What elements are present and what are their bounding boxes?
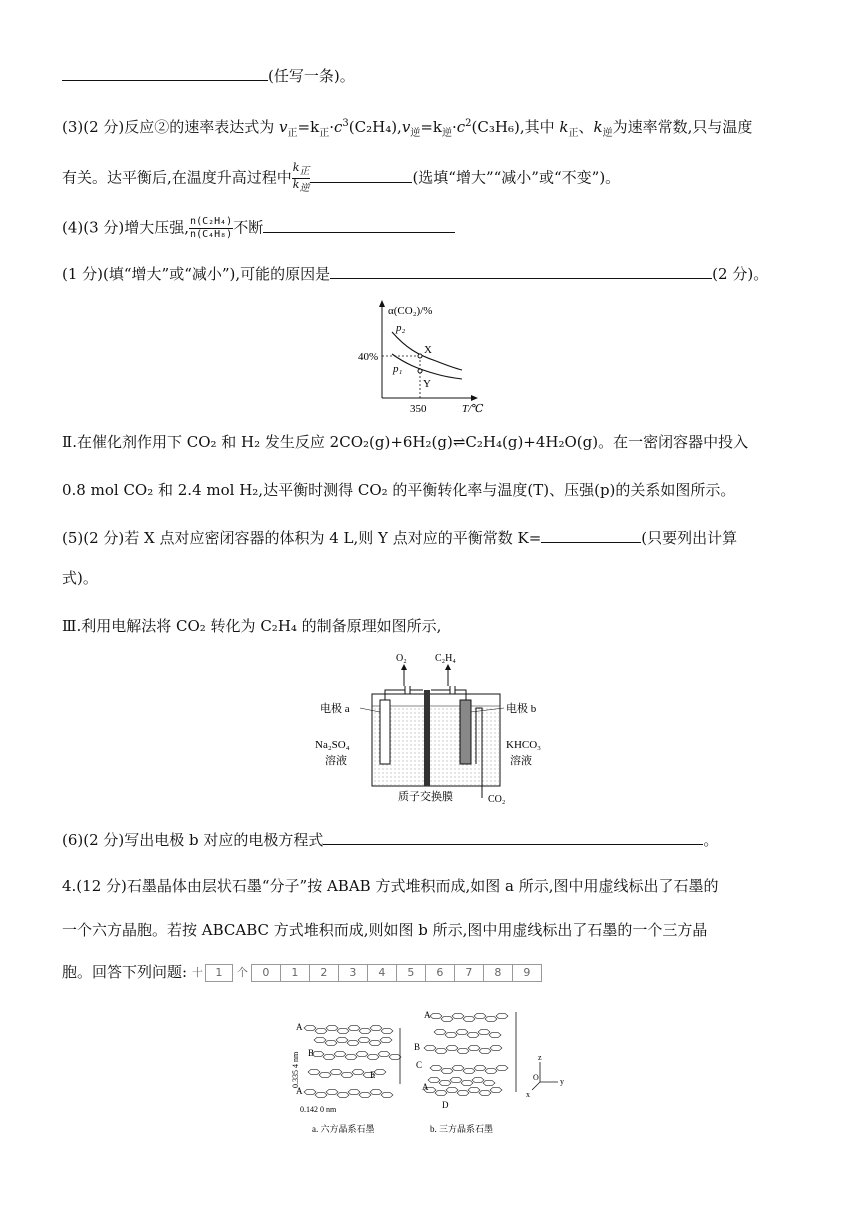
var-c: c [333, 118, 343, 136]
digit-cell[interactable]: 1 [280, 964, 310, 982]
q5-line1 [62, 528, 737, 548]
x-tick-350: 350 [410, 403, 427, 415]
carbon-ring [446, 1045, 458, 1050]
carbon-ring [334, 1051, 346, 1056]
carbon-ring [356, 1051, 368, 1056]
carbon-ring [369, 1040, 381, 1045]
carbon-ring [439, 1080, 451, 1085]
k: k [292, 178, 300, 192]
carbon-ring [315, 1028, 327, 1033]
carbon-ring [370, 1089, 382, 1094]
q5-line2: 式)。 [62, 569, 98, 587]
electrode-b [460, 700, 471, 764]
carbon-ring [370, 1025, 382, 1030]
denominator: n(C₄H₈) [190, 229, 233, 240]
hexagonal-graphite [304, 1025, 401, 1097]
electrolysis-cell-diagram [310, 648, 560, 810]
o2-label: O₂ [396, 653, 407, 664]
answer-blank[interactable] [541, 528, 641, 543]
text: (3)(2 分)反应②的速率表达式为 [62, 118, 280, 136]
text: (C₂H₄), [348, 118, 402, 136]
carbon-ring [380, 1037, 392, 1042]
numerator: n(C₂H₄) [190, 216, 233, 227]
q4main-line2: 一个六方晶胞。若按 ABCABC 方式堆积而成,则如图 b 所示,图中用虚线标出了石墨的一个三方晶 [62, 921, 708, 939]
graphite-structure-figure [290, 1000, 590, 1140]
text: (1 分)(填“增大”或“减小”),可能的原因是 [62, 265, 331, 283]
carbon-ring [326, 1089, 338, 1094]
carbon-ring [389, 1054, 401, 1059]
conversion-temperature-graph [356, 298, 486, 418]
digit-cell[interactable]: 3 [338, 964, 368, 982]
strip-box-ten: 1 [205, 964, 233, 982]
text: 。 [703, 831, 719, 849]
carbon-ring [345, 1054, 357, 1059]
d-label: D [442, 1100, 449, 1110]
text: (选填“增大”“减小”或“不变”)。 [412, 168, 621, 187]
rhombohedral-graphite [424, 1013, 508, 1095]
carbon-ring [359, 1092, 371, 1097]
carbon-ring [445, 1032, 457, 1037]
carbon-ring [463, 1016, 475, 1021]
sub-zheng: 正 [568, 128, 579, 139]
electrode-a [380, 700, 390, 764]
q4main-line3 [62, 962, 542, 983]
carbon-ring [489, 1032, 501, 1037]
carbon-ring [348, 1025, 360, 1030]
carbon-ring [348, 1089, 360, 1094]
y-label: Y [423, 378, 431, 390]
sub-zheng: 正 [319, 128, 330, 139]
text: (2 分)。 [712, 265, 769, 283]
carbon-ring [446, 1087, 458, 1092]
axis-y: y [560, 1077, 564, 1086]
carbon-ring [315, 1092, 327, 1097]
carbon-ring [468, 1087, 480, 1092]
text: 为速率常数,只与温度 [612, 118, 753, 136]
k: k [292, 161, 300, 174]
carbon-ring [337, 1092, 349, 1097]
part2-line2: 0.8 mol CO₂ 和 2.4 mol H₂,达平衡时测得 CO₂ 的平衡转化率与温度(T)、压强(p)的关系如图所示。 [62, 481, 736, 499]
a-layer-label: A [296, 1022, 303, 1032]
carbon-ring [456, 1029, 468, 1034]
electrolyte [373, 706, 499, 785]
membrane-label: 质子交换膜 [398, 791, 453, 803]
carbon-ring [467, 1032, 479, 1037]
caption-b: b. 三方晶系石墨 [430, 1124, 494, 1134]
carbon-ring [358, 1037, 370, 1042]
na2so4-label: Na₂SO₄ [315, 739, 350, 751]
point-x [418, 354, 422, 358]
sub: 正 [299, 166, 310, 178]
carbon-ring [304, 1025, 316, 1030]
digit-cells [252, 964, 542, 982]
carbon-ring [374, 1069, 386, 1074]
carbon-ring [457, 1048, 469, 1053]
carbon-ring [485, 1068, 497, 1073]
carbon-ring [496, 1013, 508, 1018]
carbon-ring [450, 1077, 462, 1082]
digit-cell[interactable]: 7 [454, 964, 484, 982]
caption-a: a. 六方晶系石墨 [312, 1124, 375, 1134]
digit-cell[interactable]: 6 [425, 964, 455, 982]
axis-icon [526, 1053, 564, 1099]
carbon-ring [367, 1054, 379, 1059]
carbon-ring [474, 1065, 486, 1070]
text: (4)(3 分)增大压强, [62, 218, 190, 237]
q3-tail-line [62, 66, 355, 86]
digit-strip [192, 963, 542, 983]
q3-line2 [62, 162, 620, 195]
p1-label: p₁ [393, 363, 403, 375]
digit-cell[interactable]: 9 [512, 964, 542, 982]
a-layer-label: A [296, 1086, 303, 1096]
electrode-b-label: 电极 b [506, 703, 537, 715]
carbon-ring [378, 1051, 390, 1056]
y-tick-40: 40% [358, 351, 379, 363]
carbon-ring [441, 1068, 453, 1073]
c2h4-label: C₂H₄ [435, 653, 456, 664]
text: (6)(2 分)写出电极 b 对应的电极方程式 [62, 831, 324, 849]
q4-line2 [62, 264, 768, 284]
carbon-ring [479, 1048, 491, 1053]
p2-label: p₂ [396, 322, 406, 334]
var-v: v [279, 118, 288, 136]
carbon-ring [308, 1069, 320, 1074]
carbon-ring [468, 1045, 480, 1050]
carbon-ring [352, 1069, 364, 1074]
y-axis-label: α(CO₂)/% [388, 305, 433, 317]
carbon-ring [485, 1016, 497, 1021]
carbon-ring [304, 1089, 316, 1094]
khco3-label: KHCO₃ [506, 739, 542, 751]
sub: 逆 [299, 183, 310, 195]
point-y [418, 369, 422, 373]
answer-blank[interactable] [323, 830, 703, 845]
solution-right-label: 溶液 [510, 755, 532, 767]
carbon-ring [326, 1025, 338, 1030]
text: 胞。回答下列问题: [62, 963, 188, 981]
text: 有关。达平衡后,在温度升高过程中 [62, 168, 292, 187]
var-v: v [401, 118, 411, 136]
carbon-ring [461, 1080, 473, 1085]
answer-blank[interactable] [263, 218, 455, 233]
text: 不断 [233, 218, 264, 237]
n-ratio-fraction [189, 216, 233, 241]
carbon-ring [430, 1013, 442, 1018]
electrode-a-label: 电极 a [320, 703, 350, 715]
carbon-ring [490, 1087, 502, 1092]
digit-cell[interactable]: 5 [396, 964, 426, 982]
carbon-ring [323, 1054, 335, 1059]
carbon-ring [381, 1028, 393, 1033]
x-label: X [424, 344, 432, 356]
c-layer-label: C [416, 1060, 423, 1070]
carbon-ring [347, 1040, 359, 1045]
text: (C₃H₆),其中 [471, 118, 560, 136]
carbon-ring [435, 1048, 447, 1053]
axis-o: O [533, 1073, 539, 1082]
bond-length-label: 0.142 0 nm [300, 1105, 337, 1114]
proton-exchange-membrane [424, 690, 430, 786]
part2-line1: Ⅱ.在催化剂作用下 CO₂ 和 H₂ 发生反应 2CO₂(g)+6H₂(g)⇌C₂H₄(g)+4H₂O(g)。在一密闭容器中投入 [62, 433, 749, 451]
sub-ni: 逆 [602, 128, 613, 139]
carbon-ring [336, 1037, 348, 1042]
carbon-ring [325, 1040, 337, 1045]
a-layer-label: A [422, 1082, 429, 1092]
var-c: c [456, 118, 466, 136]
carbon-ring [479, 1090, 491, 1095]
solution-left-label: 溶液 [325, 755, 347, 767]
carbon-ring [424, 1045, 436, 1050]
layer-height-label: 0.335 4 nm [291, 1051, 300, 1088]
q4-line1 [62, 216, 455, 241]
carbon-ring [330, 1069, 342, 1074]
co2-label: CO₂ [488, 794, 506, 805]
digit-cell[interactable]: 4 [367, 964, 397, 982]
answer-blank[interactable] [330, 264, 712, 279]
q6-line [62, 830, 718, 850]
text: (只要列出计算 [641, 529, 738, 547]
carbon-ring [435, 1090, 447, 1095]
var-k: k [559, 118, 569, 136]
text: (5)(2 分)若 X 点对应密闭容器的体积为 4 L,则 Y 点对应的平衡常数 K= [62, 529, 542, 547]
strip-ten: 十 [191, 966, 203, 979]
carbon-ring [496, 1065, 508, 1070]
b-layer-label: B [308, 1048, 315, 1058]
carbon-ring [337, 1028, 349, 1033]
text: =k [420, 118, 442, 136]
text: =k [297, 118, 320, 136]
sub-zheng: 正 [287, 128, 298, 139]
carbon-ring [452, 1013, 464, 1018]
e-label: E [370, 1070, 376, 1080]
var-k: k [593, 118, 603, 136]
carbon-ring [478, 1029, 490, 1034]
b-layer-label: B [414, 1042, 421, 1052]
x-axis-label: T/℃ [462, 403, 484, 415]
carbon-ring [463, 1068, 475, 1073]
a-layer-label: A [424, 1010, 431, 1020]
carbon-ring [434, 1029, 446, 1034]
carbon-ring [490, 1045, 502, 1050]
carbon-ring [341, 1072, 353, 1077]
sub-ni: 逆 [441, 128, 452, 139]
axis-x: x [526, 1090, 530, 1099]
carbon-ring [441, 1016, 453, 1021]
k-ratio-fraction [292, 162, 311, 195]
answer-blank[interactable] [62, 66, 268, 81]
carbon-ring [472, 1077, 484, 1082]
carbon-ring [483, 1080, 495, 1085]
carbon-ring [452, 1065, 464, 1070]
digit-cell[interactable]: 0 [251, 964, 281, 982]
q3-line1: (3)(2 分)反应②的速率表达式为 $v_正=k_正\cdot c^3(C_2H_4),v_逆=k_逆\cdot c^2(C_3H_6)$,其中 $k_正$、$k_逆$为速率常数,只与温度 [62, 118, 753, 139]
q4main-line1: 4.(12 分)石墨晶体由层状石墨“分子”按 ABAB 方式堆积而成,如图 a 所示,图中用虚线标出了石墨的 [62, 877, 719, 895]
strip-ge: 个 [236, 966, 248, 979]
carbon-ring [430, 1065, 442, 1070]
part3-line1: Ⅲ.利用电解法将 CO₂ 转化为 C₂H₄ 的制备原理如图所示, [62, 617, 442, 635]
axis-z: z [538, 1053, 542, 1062]
answer-blank[interactable] [310, 168, 412, 183]
digit-cell[interactable]: 2 [309, 964, 339, 982]
sub-ni: 逆 [410, 128, 421, 139]
digit-cell[interactable]: 8 [483, 964, 513, 982]
carbon-ring [428, 1077, 440, 1082]
text: (任写一条)。 [268, 67, 355, 85]
carbon-ring [381, 1092, 393, 1097]
carbon-ring [474, 1013, 486, 1018]
carbon-ring [314, 1037, 326, 1042]
carbon-ring [359, 1028, 371, 1033]
carbon-ring [457, 1090, 469, 1095]
carbon-ring [319, 1072, 331, 1077]
